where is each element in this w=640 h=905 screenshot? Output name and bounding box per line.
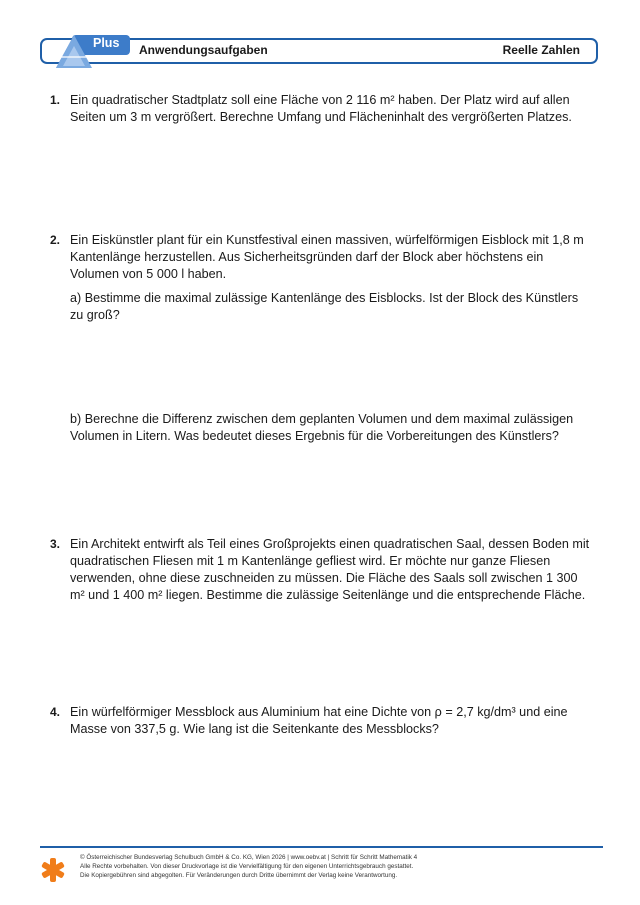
footer-divider [40,846,603,848]
publisher-logo-icon [38,856,68,884]
task-text: Ein Eiskünstler plant für ein Kunstfestival einen massiven, würfelförmigen Eisblock mit 1,8 m Kantenlänge herzustellen. Aus Sicherheitsgründen darf der Block aber höchstens ein Volumen von 5 000 l haben. [70,233,584,281]
task-3 [50,536,590,604]
task-number: 1. [50,93,61,107]
task-2-part-a: a) Bestimme die maximal zulässige Kantenlänge des Eisblocks. Ist der Block des Künstlers zu groß? [70,291,579,322]
task-1 [50,92,590,126]
task-2 [50,232,590,283]
task-text: Ein würfelförmiger Messblock aus Aluminium hat eine Dichte von ρ = 2,7 kg/dm³ und eine Masse von 337,5 g. Wie lang ist die Seitenkante des Messblocks? [70,705,568,736]
task-text: Ein quadratischer Stadtplatz soll eine Fläche von 2 116 m² haben. Der Platz wird auf allen Seiten um 3 m vergrößert. Berechne Umfang und Flächeninhalt des vergrößerten Platzes. [70,93,572,124]
task-2-part-b: b) Berechne die Differenz zwischen dem geplanten Volumen und dem maximal zulässigen Volumen in Litern. Was bedeutet dieses Ergebnis für die Vorbereitungen des Künstlers? [70,412,574,443]
footer-line-2: Alle Rechte vorbehalten. Von dieser Druckvorlage ist die Vervielfältigung für den eigenen Unterrichtsgebrauch gestattet. [80,863,414,871]
task-text: Ein Architekt entwirft als Teil eines Großprojekts einen quadratischen Saal, dessen Boden mit quadratischen Fliesen mit 1 m Kantenlänge gefliest wird. Er möchte nur ganze Fliesen verwenden, ohne diese zuschneiden zu müssen. Die Fläche des Saals soll zwischen 1 300 m² und 1 400 m² liegen. Bestimme die zulässige Seitenlänge und die entsprechende Fläche. [70,537,590,602]
task-4 [50,704,590,738]
topic-label: Reelle Zahlen [502,43,580,57]
logo-label: Plus [93,36,120,50]
task-number: 3. [50,537,61,551]
footer-line-1: © Österreichischer Bundesverlag Schulbuch GmbH & Co. KG, Wien 2026 | www.oebv.at | Schritt für Schritt Mathematik 4 [80,854,418,861]
task-number: 4. [50,705,61,719]
footer-line-3: Die Kopiergebühren sind abgegolten. Für Veränderungen durch Dritte übernimmt der Verlag keine Verantwortung. [80,872,398,880]
page-title: Anwendungsaufgaben [139,43,268,57]
footer-copyright [80,853,417,881]
task-number: 2. [50,233,61,247]
